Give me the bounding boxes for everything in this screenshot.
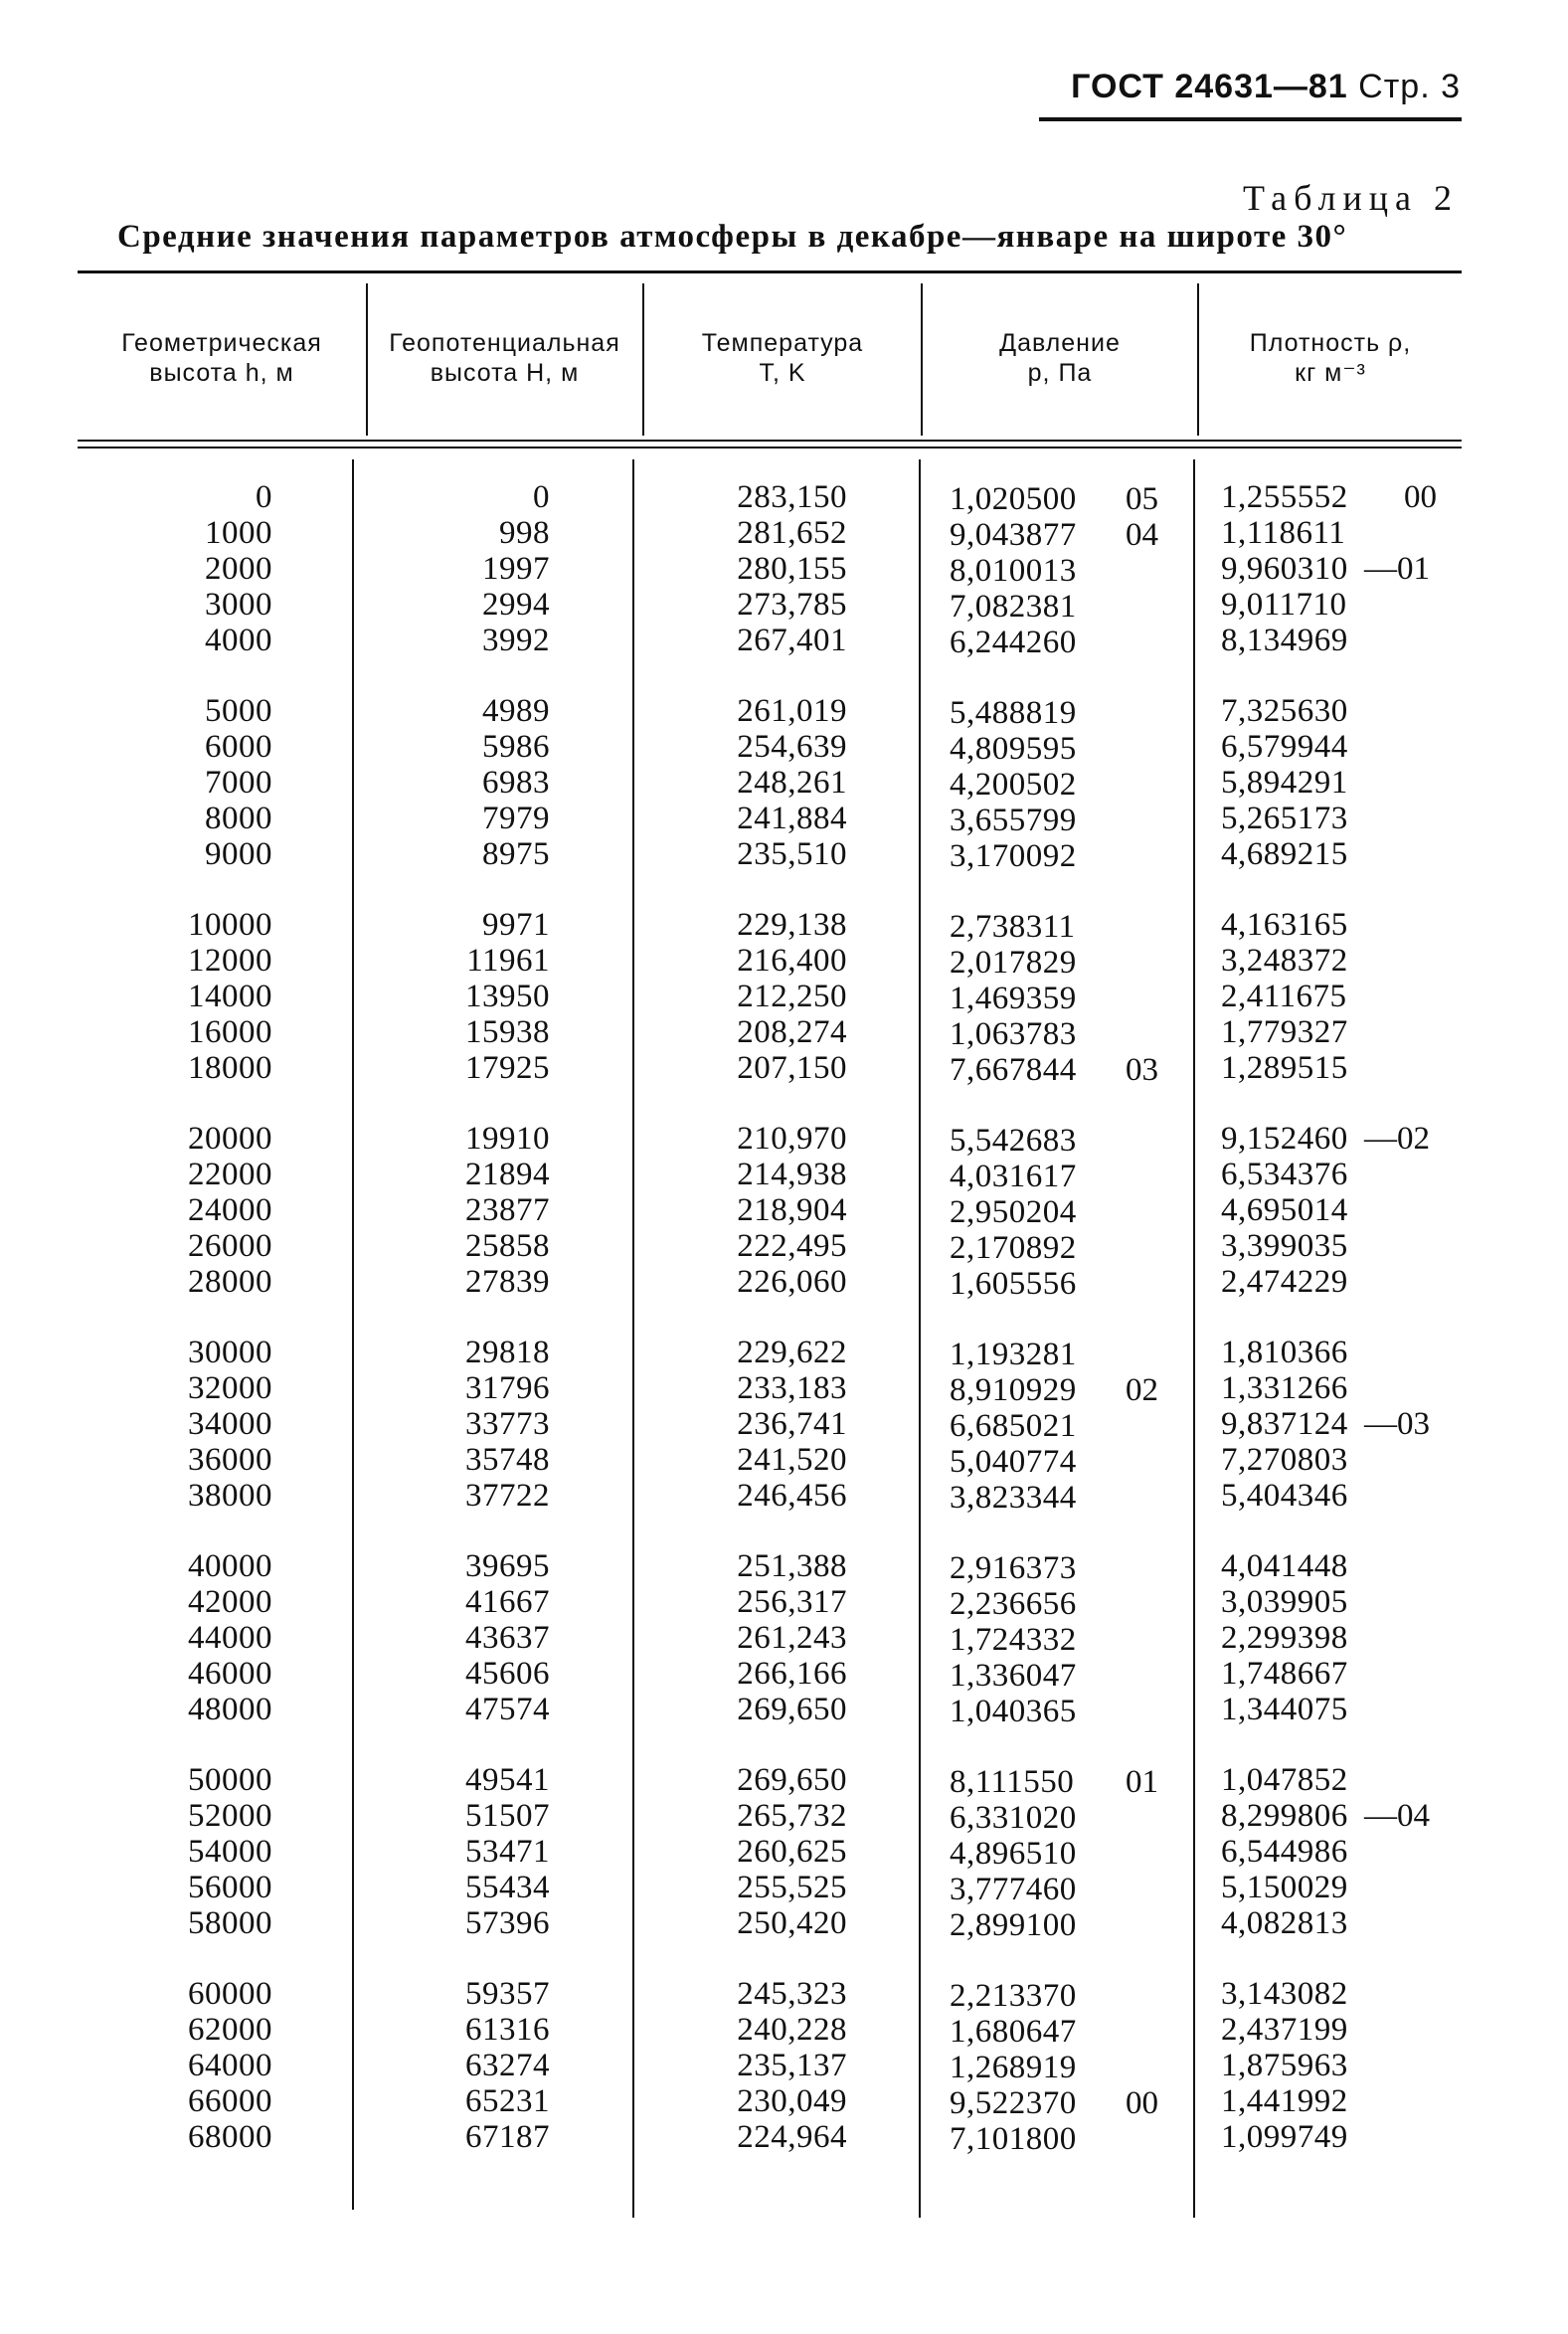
cell-geometric-height: 5000 bbox=[205, 693, 272, 729]
cell-pressure-exponent: 03 bbox=[1126, 1052, 1158, 1088]
cell-pressure: 1,040365 bbox=[950, 1694, 1077, 1729]
column-header-line: Геометрическая bbox=[121, 329, 322, 357]
cell-geopotential-height: 57396 bbox=[465, 1905, 550, 1941]
cell-temperature: 281,652 bbox=[737, 515, 847, 551]
cell-pressure: 3,777460 bbox=[950, 1872, 1077, 1907]
header-bottom-rule-1 bbox=[78, 440, 1462, 442]
header-column-divider bbox=[1197, 283, 1199, 436]
cell-geometric-height: 62000 bbox=[188, 2012, 272, 2048]
cell-geometric-height: 46000 bbox=[188, 1656, 272, 1692]
cell-geopotential-height: 51507 bbox=[465, 1798, 550, 1834]
cell-pressure: 9,522370 bbox=[950, 2085, 1077, 2121]
column-header-line: Давление bbox=[999, 329, 1121, 357]
cell-geopotential-height: 47574 bbox=[465, 1692, 550, 1727]
cell-geometric-height: 42000 bbox=[188, 1584, 272, 1620]
cell-pressure: 1,020500 bbox=[950, 481, 1077, 517]
header-column-divider bbox=[366, 283, 368, 436]
cell-pressure: 2,916373 bbox=[950, 1550, 1077, 1586]
cell-geopotential-height: 27839 bbox=[465, 1264, 550, 1300]
cell-pressure: 1,336047 bbox=[950, 1658, 1077, 1694]
column-header-line: p, Па bbox=[1027, 359, 1093, 387]
cell-density: 1,779327 bbox=[1221, 1014, 1348, 1050]
cell-geopotential-height: 998 bbox=[499, 515, 550, 551]
cell-density: 4,695014 bbox=[1221, 1192, 1348, 1228]
cell-geometric-height: 9000 bbox=[205, 836, 272, 872]
page-number: Стр. 3 bbox=[1358, 68, 1461, 105]
cell-geometric-height: 4000 bbox=[205, 623, 272, 658]
cell-temperature: 267,401 bbox=[737, 623, 847, 658]
cell-geopotential-height: 3992 bbox=[482, 623, 550, 658]
cell-geopotential-height: 37722 bbox=[465, 1478, 550, 1514]
cell-pressure: 3,823344 bbox=[950, 1480, 1077, 1516]
cell-temperature: 248,261 bbox=[737, 765, 847, 801]
cell-density: 4,082813 bbox=[1221, 1905, 1348, 1941]
cell-geopotential-height: 67187 bbox=[465, 2119, 550, 2155]
cell-density: 1,875963 bbox=[1221, 2048, 1348, 2083]
cell-temperature: 245,323 bbox=[737, 1976, 847, 2012]
cell-temperature: 207,150 bbox=[737, 1050, 847, 1086]
cell-pressure: 5,040774 bbox=[950, 1444, 1077, 1480]
cell-density: 1,441992 bbox=[1221, 2083, 1348, 2119]
cell-geopotential-height: 23877 bbox=[465, 1192, 550, 1228]
cell-pressure: 1,680647 bbox=[950, 2014, 1077, 2050]
cell-temperature: 266,166 bbox=[737, 1656, 847, 1692]
cell-geometric-height: 68000 bbox=[188, 2119, 272, 2155]
cell-pressure: 2,017829 bbox=[950, 945, 1077, 981]
cell-geopotential-height: 41667 bbox=[465, 1584, 550, 1620]
cell-temperature: 283,150 bbox=[737, 479, 847, 515]
cell-density: 3,143082 bbox=[1221, 1976, 1348, 2012]
cell-geometric-height: 58000 bbox=[188, 1905, 272, 1941]
cell-geometric-height: 7000 bbox=[205, 765, 272, 801]
cell-temperature: 261,243 bbox=[737, 1620, 847, 1656]
cell-geopotential-height: 63274 bbox=[465, 2048, 550, 2083]
cell-geometric-height: 8000 bbox=[205, 801, 272, 836]
cell-pressure: 1,605556 bbox=[950, 1266, 1077, 1302]
cell-geometric-height: 40000 bbox=[188, 1548, 272, 1584]
header-column-divider bbox=[921, 283, 923, 436]
cell-pressure: 4,809595 bbox=[950, 731, 1077, 767]
cell-geometric-height: 1000 bbox=[205, 515, 272, 551]
cell-density: 2,474229 bbox=[1221, 1264, 1348, 1300]
cell-geopotential-height: 1997 bbox=[482, 551, 550, 587]
cell-temperature: 218,904 bbox=[737, 1192, 847, 1228]
cell-geometric-height: 44000 bbox=[188, 1620, 272, 1656]
cell-density-exponent: —01 bbox=[1364, 551, 1430, 587]
header-bottom-rule-2 bbox=[78, 447, 1462, 449]
cell-density: 9,837124 bbox=[1221, 1406, 1348, 1442]
cell-density-exponent: —02 bbox=[1364, 1121, 1430, 1157]
cell-temperature: 269,650 bbox=[737, 1762, 847, 1798]
cell-geometric-height: 20000 bbox=[188, 1121, 272, 1157]
cell-temperature: 214,938 bbox=[737, 1157, 847, 1192]
cell-geometric-height: 64000 bbox=[188, 2048, 272, 2083]
cell-density: 3,248372 bbox=[1221, 943, 1348, 979]
cell-temperature: 241,520 bbox=[737, 1442, 847, 1478]
cell-density-exponent: —04 bbox=[1364, 1798, 1430, 1834]
cell-geometric-height: 28000 bbox=[188, 1264, 272, 1300]
cell-geometric-height: 14000 bbox=[188, 979, 272, 1014]
cell-pressure: 8,910929 bbox=[950, 1372, 1077, 1408]
cell-geopotential-height: 13950 bbox=[465, 979, 550, 1014]
cell-temperature: 255,525 bbox=[737, 1870, 847, 1905]
cell-geometric-height: 24000 bbox=[188, 1192, 272, 1228]
cell-geopotential-height: 19910 bbox=[465, 1121, 550, 1157]
cell-geopotential-height: 39695 bbox=[465, 1548, 550, 1584]
cell-temperature: 236,741 bbox=[737, 1406, 847, 1442]
cell-density: 1,748667 bbox=[1221, 1656, 1348, 1692]
cell-geopotential-height: 49541 bbox=[465, 1762, 550, 1798]
cell-geopotential-height: 55434 bbox=[465, 1870, 550, 1905]
table-label: Таблица 2 bbox=[1243, 178, 1459, 218]
cell-geopotential-height: 65231 bbox=[465, 2083, 550, 2119]
cell-pressure: 7,667844 bbox=[950, 1052, 1077, 1088]
cell-geopotential-height: 35748 bbox=[465, 1442, 550, 1478]
cell-density: 8,134969 bbox=[1221, 623, 1348, 658]
cell-geopotential-height: 2994 bbox=[482, 587, 550, 623]
cell-temperature: 229,622 bbox=[737, 1335, 847, 1370]
cell-pressure: 6,331020 bbox=[950, 1800, 1077, 1836]
cell-temperature: 261,019 bbox=[737, 693, 847, 729]
cell-geometric-height: 6000 bbox=[205, 729, 272, 765]
column-header-line: кг м⁻³ bbox=[1295, 359, 1366, 387]
cell-pressure: 2,899100 bbox=[950, 1907, 1077, 1943]
cell-density: 4,041448 bbox=[1221, 1548, 1348, 1584]
cell-pressure: 1,724332 bbox=[950, 1622, 1077, 1658]
cell-temperature: 224,964 bbox=[737, 2119, 847, 2155]
cell-pressure: 2,236656 bbox=[950, 1586, 1077, 1622]
cell-density: 7,270803 bbox=[1221, 1442, 1348, 1478]
cell-geopotential-height: 7979 bbox=[482, 801, 550, 836]
cell-pressure: 6,685021 bbox=[950, 1408, 1077, 1444]
cell-density: 7,325630 bbox=[1221, 693, 1348, 729]
cell-geometric-height: 12000 bbox=[188, 943, 272, 979]
cell-geopotential-height: 6983 bbox=[482, 765, 550, 801]
cell-temperature: 273,785 bbox=[737, 587, 847, 623]
cell-geopotential-height: 15938 bbox=[465, 1014, 550, 1050]
cell-pressure: 5,542683 bbox=[950, 1123, 1077, 1159]
cell-geopotential-height: 25858 bbox=[465, 1228, 550, 1264]
column-header-line: Плотность ρ, bbox=[1249, 329, 1412, 357]
cell-density: 2,437199 bbox=[1221, 2012, 1348, 2048]
cell-geometric-height: 18000 bbox=[188, 1050, 272, 1086]
cell-density: 2,411675 bbox=[1221, 979, 1347, 1014]
page-header bbox=[1071, 68, 1461, 106]
cell-density: 5,404346 bbox=[1221, 1478, 1348, 1514]
cell-geopotential-height: 53471 bbox=[465, 1834, 550, 1870]
cell-pressure: 7,101800 bbox=[950, 2121, 1077, 2157]
cell-geopotential-height: 21894 bbox=[465, 1157, 550, 1192]
cell-geometric-height: 52000 bbox=[188, 1798, 272, 1834]
cell-density: 5,150029 bbox=[1221, 1870, 1348, 1905]
header-column-divider bbox=[642, 283, 644, 436]
cell-pressure: 8,111550 bbox=[950, 1764, 1075, 1800]
cell-temperature: 216,400 bbox=[737, 943, 847, 979]
cell-pressure-exponent: 05 bbox=[1126, 481, 1158, 517]
cell-density: 5,894291 bbox=[1221, 765, 1348, 801]
cell-temperature: 222,495 bbox=[737, 1228, 847, 1264]
cell-geometric-height: 10000 bbox=[188, 907, 272, 943]
body-column-divider bbox=[632, 459, 634, 2218]
cell-density: 3,039905 bbox=[1221, 1584, 1348, 1620]
cell-pressure: 9,043877 bbox=[950, 517, 1077, 553]
cell-density: 1,118611 bbox=[1221, 515, 1346, 551]
cell-temperature: 265,732 bbox=[737, 1798, 847, 1834]
cell-density: 1,255552 bbox=[1221, 479, 1348, 515]
cell-temperature: 280,155 bbox=[737, 551, 847, 587]
cell-pressure: 1,193281 bbox=[950, 1337, 1077, 1372]
cell-geometric-height: 30000 bbox=[188, 1335, 272, 1370]
cell-density: 1,099749 bbox=[1221, 2119, 1348, 2155]
body-column-divider bbox=[919, 459, 921, 2218]
cell-geometric-height: 3000 bbox=[205, 587, 272, 623]
cell-density: 5,265173 bbox=[1221, 801, 1348, 836]
cell-temperature: 254,639 bbox=[737, 729, 847, 765]
cell-geometric-height: 56000 bbox=[188, 1870, 272, 1905]
cell-geometric-height: 26000 bbox=[188, 1228, 272, 1264]
cell-temperature: 233,183 bbox=[737, 1370, 847, 1406]
table-top-rule bbox=[78, 270, 1462, 273]
cell-pressure: 5,488819 bbox=[950, 695, 1077, 731]
cell-density: 8,299806 bbox=[1221, 1798, 1348, 1834]
cell-pressure: 4,200502 bbox=[950, 767, 1077, 803]
cell-geometric-height: 32000 bbox=[188, 1370, 272, 1406]
cell-density: 1,289515 bbox=[1221, 1050, 1348, 1086]
cell-density: 6,534376 bbox=[1221, 1157, 1348, 1192]
cell-pressure-exponent: 04 bbox=[1126, 517, 1158, 553]
body-column-divider bbox=[1193, 459, 1195, 2218]
cell-density: 2,299398 bbox=[1221, 1620, 1348, 1656]
cell-pressure: 3,655799 bbox=[950, 803, 1077, 838]
cell-density: 4,689215 bbox=[1221, 836, 1348, 872]
cell-temperature: 246,456 bbox=[737, 1478, 847, 1514]
cell-temperature: 208,274 bbox=[737, 1014, 847, 1050]
cell-pressure: 1,063783 bbox=[950, 1016, 1077, 1052]
cell-pressure: 2,170892 bbox=[950, 1230, 1077, 1266]
cell-temperature: 230,049 bbox=[737, 2083, 847, 2119]
cell-geometric-height: 48000 bbox=[188, 1692, 272, 1727]
cell-pressure: 1,268919 bbox=[950, 2050, 1077, 2085]
body-column-divider bbox=[352, 459, 354, 2210]
cell-density: 1,810366 bbox=[1221, 1335, 1348, 1370]
cell-geopotential-height: 11961 bbox=[466, 943, 550, 979]
cell-pressure: 6,244260 bbox=[950, 625, 1077, 660]
cell-temperature: 210,970 bbox=[737, 1121, 847, 1157]
cell-density: 9,960310 bbox=[1221, 551, 1348, 587]
cell-density: 3,399035 bbox=[1221, 1228, 1348, 1264]
cell-geometric-height: 0 bbox=[256, 479, 272, 515]
cell-geopotential-height: 59357 bbox=[465, 1976, 550, 2012]
cell-geopotential-height: 43637 bbox=[465, 1620, 550, 1656]
cell-pressure: 4,896510 bbox=[950, 1836, 1077, 1872]
cell-density: 9,152460 bbox=[1221, 1121, 1348, 1157]
cell-density: 4,163165 bbox=[1221, 907, 1348, 943]
cell-geopotential-height: 31796 bbox=[465, 1370, 550, 1406]
cell-density: 1,331266 bbox=[1221, 1370, 1348, 1406]
cell-pressure: 8,010013 bbox=[950, 553, 1077, 589]
column-header-line: высота h, м bbox=[149, 359, 294, 387]
cell-pressure-exponent: 02 bbox=[1126, 1372, 1158, 1408]
cell-geopotential-height: 61316 bbox=[465, 2012, 550, 2048]
cell-pressure: 2,738311 bbox=[950, 909, 1076, 945]
cell-geometric-height: 22000 bbox=[188, 1157, 272, 1192]
cell-density: 6,544986 bbox=[1221, 1834, 1348, 1870]
cell-pressure: 7,082381 bbox=[950, 589, 1077, 625]
cell-geometric-height: 54000 bbox=[188, 1834, 272, 1870]
cell-temperature: 251,388 bbox=[737, 1548, 847, 1584]
cell-geopotential-height: 0 bbox=[533, 479, 550, 515]
cell-geometric-height: 38000 bbox=[188, 1478, 272, 1514]
cell-temperature: 212,250 bbox=[737, 979, 847, 1014]
cell-geometric-height: 2000 bbox=[205, 551, 272, 587]
column-header-line: Геопотенциальная bbox=[389, 329, 620, 357]
cell-geopotential-height: 4989 bbox=[482, 693, 550, 729]
cell-geopotential-height: 17925 bbox=[465, 1050, 550, 1086]
cell-geopotential-height: 33773 bbox=[465, 1406, 550, 1442]
cell-geometric-height: 60000 bbox=[188, 1976, 272, 2012]
cell-temperature: 256,317 bbox=[737, 1584, 847, 1620]
column-header-geometric-height bbox=[78, 328, 366, 388]
cell-density: 9,011710 bbox=[1221, 587, 1347, 623]
cell-temperature: 235,137 bbox=[737, 2048, 847, 2083]
column-header-line: высота H, м bbox=[430, 359, 580, 387]
cell-pressure: 1,469359 bbox=[950, 981, 1077, 1016]
cell-geopotential-height: 29818 bbox=[465, 1335, 550, 1370]
column-header-temperature bbox=[644, 328, 921, 388]
cell-temperature: 260,625 bbox=[737, 1834, 847, 1870]
cell-temperature: 250,420 bbox=[737, 1905, 847, 1941]
cell-geometric-height: 34000 bbox=[188, 1406, 272, 1442]
cell-geometric-height: 16000 bbox=[188, 1014, 272, 1050]
cell-geometric-height: 66000 bbox=[188, 2083, 272, 2119]
cell-density-exponent: —03 bbox=[1364, 1406, 1430, 1442]
column-header-line: T, K bbox=[759, 359, 806, 387]
cell-pressure: 4,031617 bbox=[950, 1159, 1077, 1194]
cell-pressure-exponent: 00 bbox=[1126, 2085, 1158, 2121]
column-header-geopotential-height bbox=[368, 328, 641, 388]
cell-pressure: 2,213370 bbox=[950, 1978, 1077, 2014]
cell-temperature: 241,884 bbox=[737, 801, 847, 836]
cell-temperature: 240,228 bbox=[737, 2012, 847, 2048]
cell-density: 6,579944 bbox=[1221, 729, 1348, 765]
cell-temperature: 229,138 bbox=[737, 907, 847, 943]
standard-number: ГОСТ 24631—81 bbox=[1071, 68, 1348, 105]
cell-pressure: 3,170092 bbox=[950, 838, 1077, 874]
cell-geometric-height: 50000 bbox=[188, 1762, 272, 1798]
column-header-density bbox=[1199, 328, 1462, 388]
cell-geometric-height: 36000 bbox=[188, 1442, 272, 1478]
cell-temperature: 226,060 bbox=[737, 1264, 847, 1300]
cell-geopotential-height: 9971 bbox=[482, 907, 550, 943]
column-header-pressure bbox=[923, 328, 1197, 388]
cell-pressure-exponent: 01 bbox=[1126, 1764, 1158, 1800]
cell-temperature: 269,650 bbox=[737, 1692, 847, 1727]
cell-temperature: 235,510 bbox=[737, 836, 847, 872]
column-header-line: Температура bbox=[701, 329, 864, 357]
cell-geopotential-height: 8975 bbox=[482, 836, 550, 872]
header-rule bbox=[1039, 117, 1462, 121]
cell-geopotential-height: 5986 bbox=[482, 729, 550, 765]
cell-density-exponent: 00 bbox=[1404, 479, 1437, 515]
table-title: Средние значения параметров атмосферы в декабре—январе на широте 30° bbox=[117, 219, 1348, 255]
cell-density: 1,047852 bbox=[1221, 1762, 1348, 1798]
cell-density: 1,344075 bbox=[1221, 1692, 1348, 1727]
cell-pressure: 2,950204 bbox=[950, 1194, 1077, 1230]
cell-geopotential-height: 45606 bbox=[465, 1656, 550, 1692]
